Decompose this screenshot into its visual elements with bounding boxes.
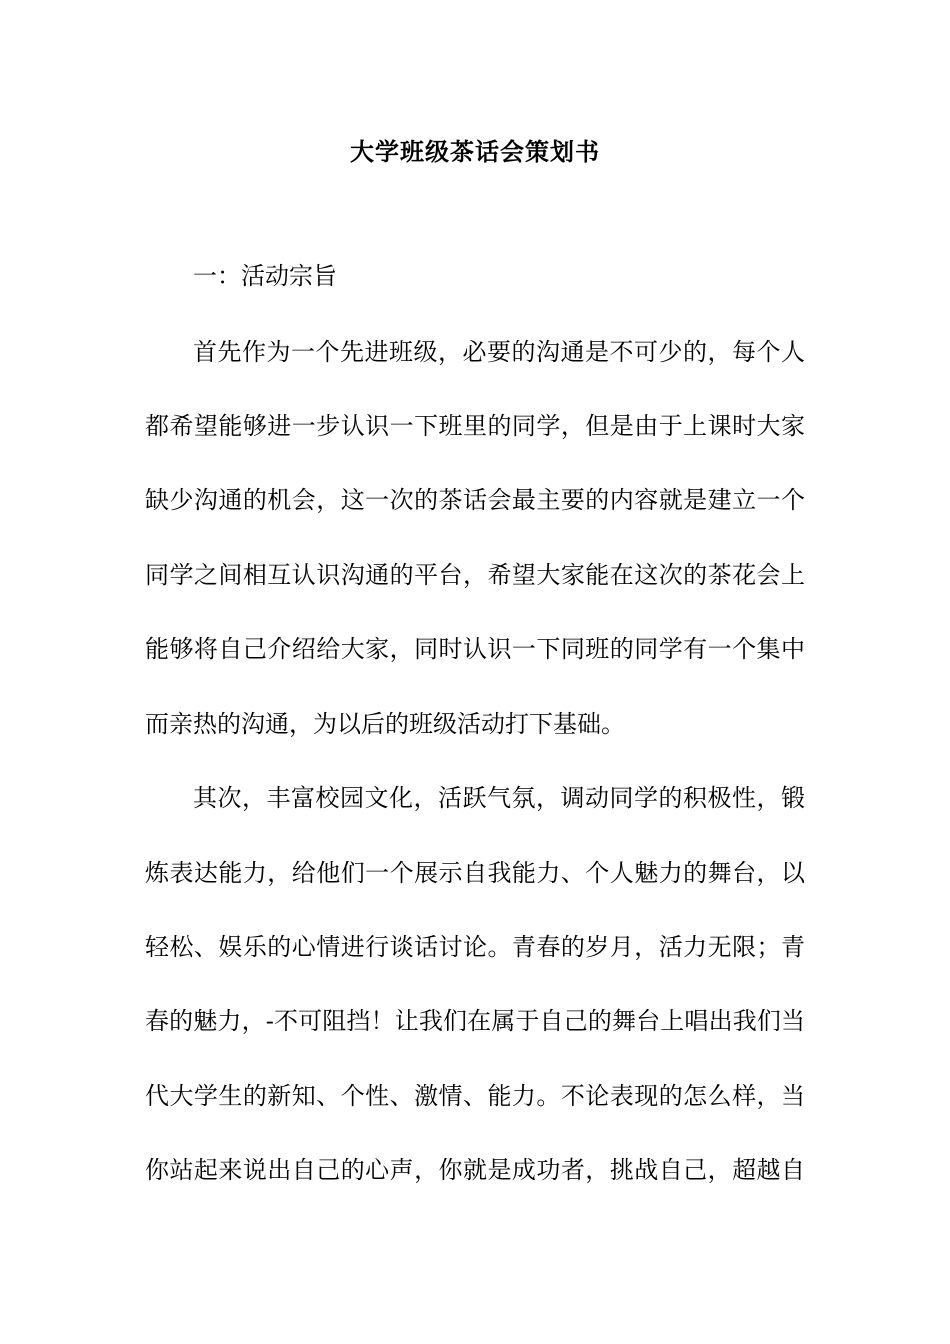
- paragraph-2-line-4: 春的魅力，-不可阻挡！让我们在属于自己的舞台上唱出我们当: [145, 1007, 805, 1035]
- paragraph-2-line-1: 其次，丰富校园文化，活跃气氛，调动同学的积极性，锻: [193, 784, 805, 812]
- paragraph-1-line-2: 都希望能够进一步认识一下班里的同学，但是由于上课时大家: [145, 412, 805, 440]
- paragraph-1-line-3: 缺少沟通的机会，这一次的茶话会最主要的内容就是建立一个: [145, 486, 805, 514]
- paragraph-1-line-4: 同学之间相互认识沟通的平台，希望大家能在这次的茶花会上: [145, 561, 805, 589]
- paragraph-2-line-5: 代大学生的新知、个性、激情、能力。不论表现的怎么样，当: [145, 1082, 805, 1110]
- paragraph-2-line-2: 炼表达能力，给他们一个展示自我能力、个人魅力的舞台，以: [145, 859, 805, 887]
- paragraph-2-line-6: 你站起来说出自己的心声，你就是成功者，挑战自己，超越自: [145, 1156, 805, 1184]
- paragraph-1-line-1: 首先作为一个先进班级，必要的沟通是不可少的，每个人: [193, 338, 805, 366]
- document-title: 大学班级茶话会策划书: [350, 137, 600, 166]
- section-heading: 一：活动宗旨: [193, 262, 337, 290]
- paragraph-2-line-3: 轻松、娱乐的心情进行谈话讨论。青春的岁月，活力无限；青: [145, 933, 805, 961]
- paragraph-1-line-6: 而亲热的沟通，为以后的班级活动打下基础。: [145, 710, 625, 738]
- paragraph-1-line-5: 能够将自己介绍给大家，同时认识一下同班的同学有一个集中: [145, 635, 805, 663]
